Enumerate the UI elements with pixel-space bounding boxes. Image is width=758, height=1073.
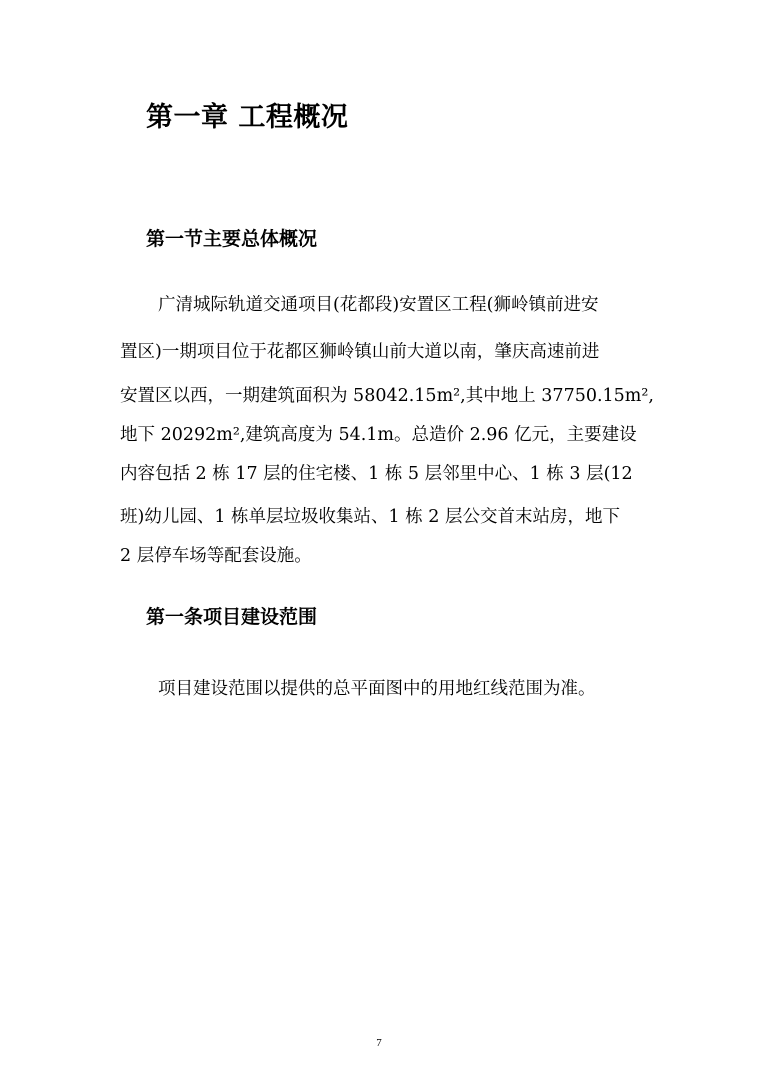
section-title: 第一节主要总体概况 [146, 228, 318, 250]
overview-line: 置区)一期项目位于花都区狮岭镇山前大道以南，肇庆高速前进 [120, 342, 600, 362]
chapter-title: 第一章 工程概况 [146, 102, 349, 133]
page-number: 7 [376, 1037, 382, 1049]
article-title: 第一条项目建设范围 [146, 606, 318, 628]
overview-line: 2 层停车场等配套设施。 [120, 546, 312, 566]
article-text: 项目建设范围以提供的总平面图中的用地红线范围为准。 [158, 679, 596, 699]
overview-line: 班)幼儿园、1 栋单层垃圾收集站、1 栋 2 层公交首末站房，地下 [120, 507, 620, 527]
overview-line: 安置区以西，一期建筑面积为 58042.15m²,其中地上 37750.15m², [120, 386, 654, 406]
overview-line: 广清城际轨道交通项目(花都段)安置区工程(狮岭镇前进安 [158, 295, 599, 315]
overview-line: 地下 20292m²,建筑高度为 54.1m。总造价 2.96 亿元，主要建设 [120, 425, 637, 445]
overview-line: 内容包括 2 栋 17 层的住宅楼、1 栋 5 层邻里中心、1 栋 3 层(12 [120, 464, 633, 484]
